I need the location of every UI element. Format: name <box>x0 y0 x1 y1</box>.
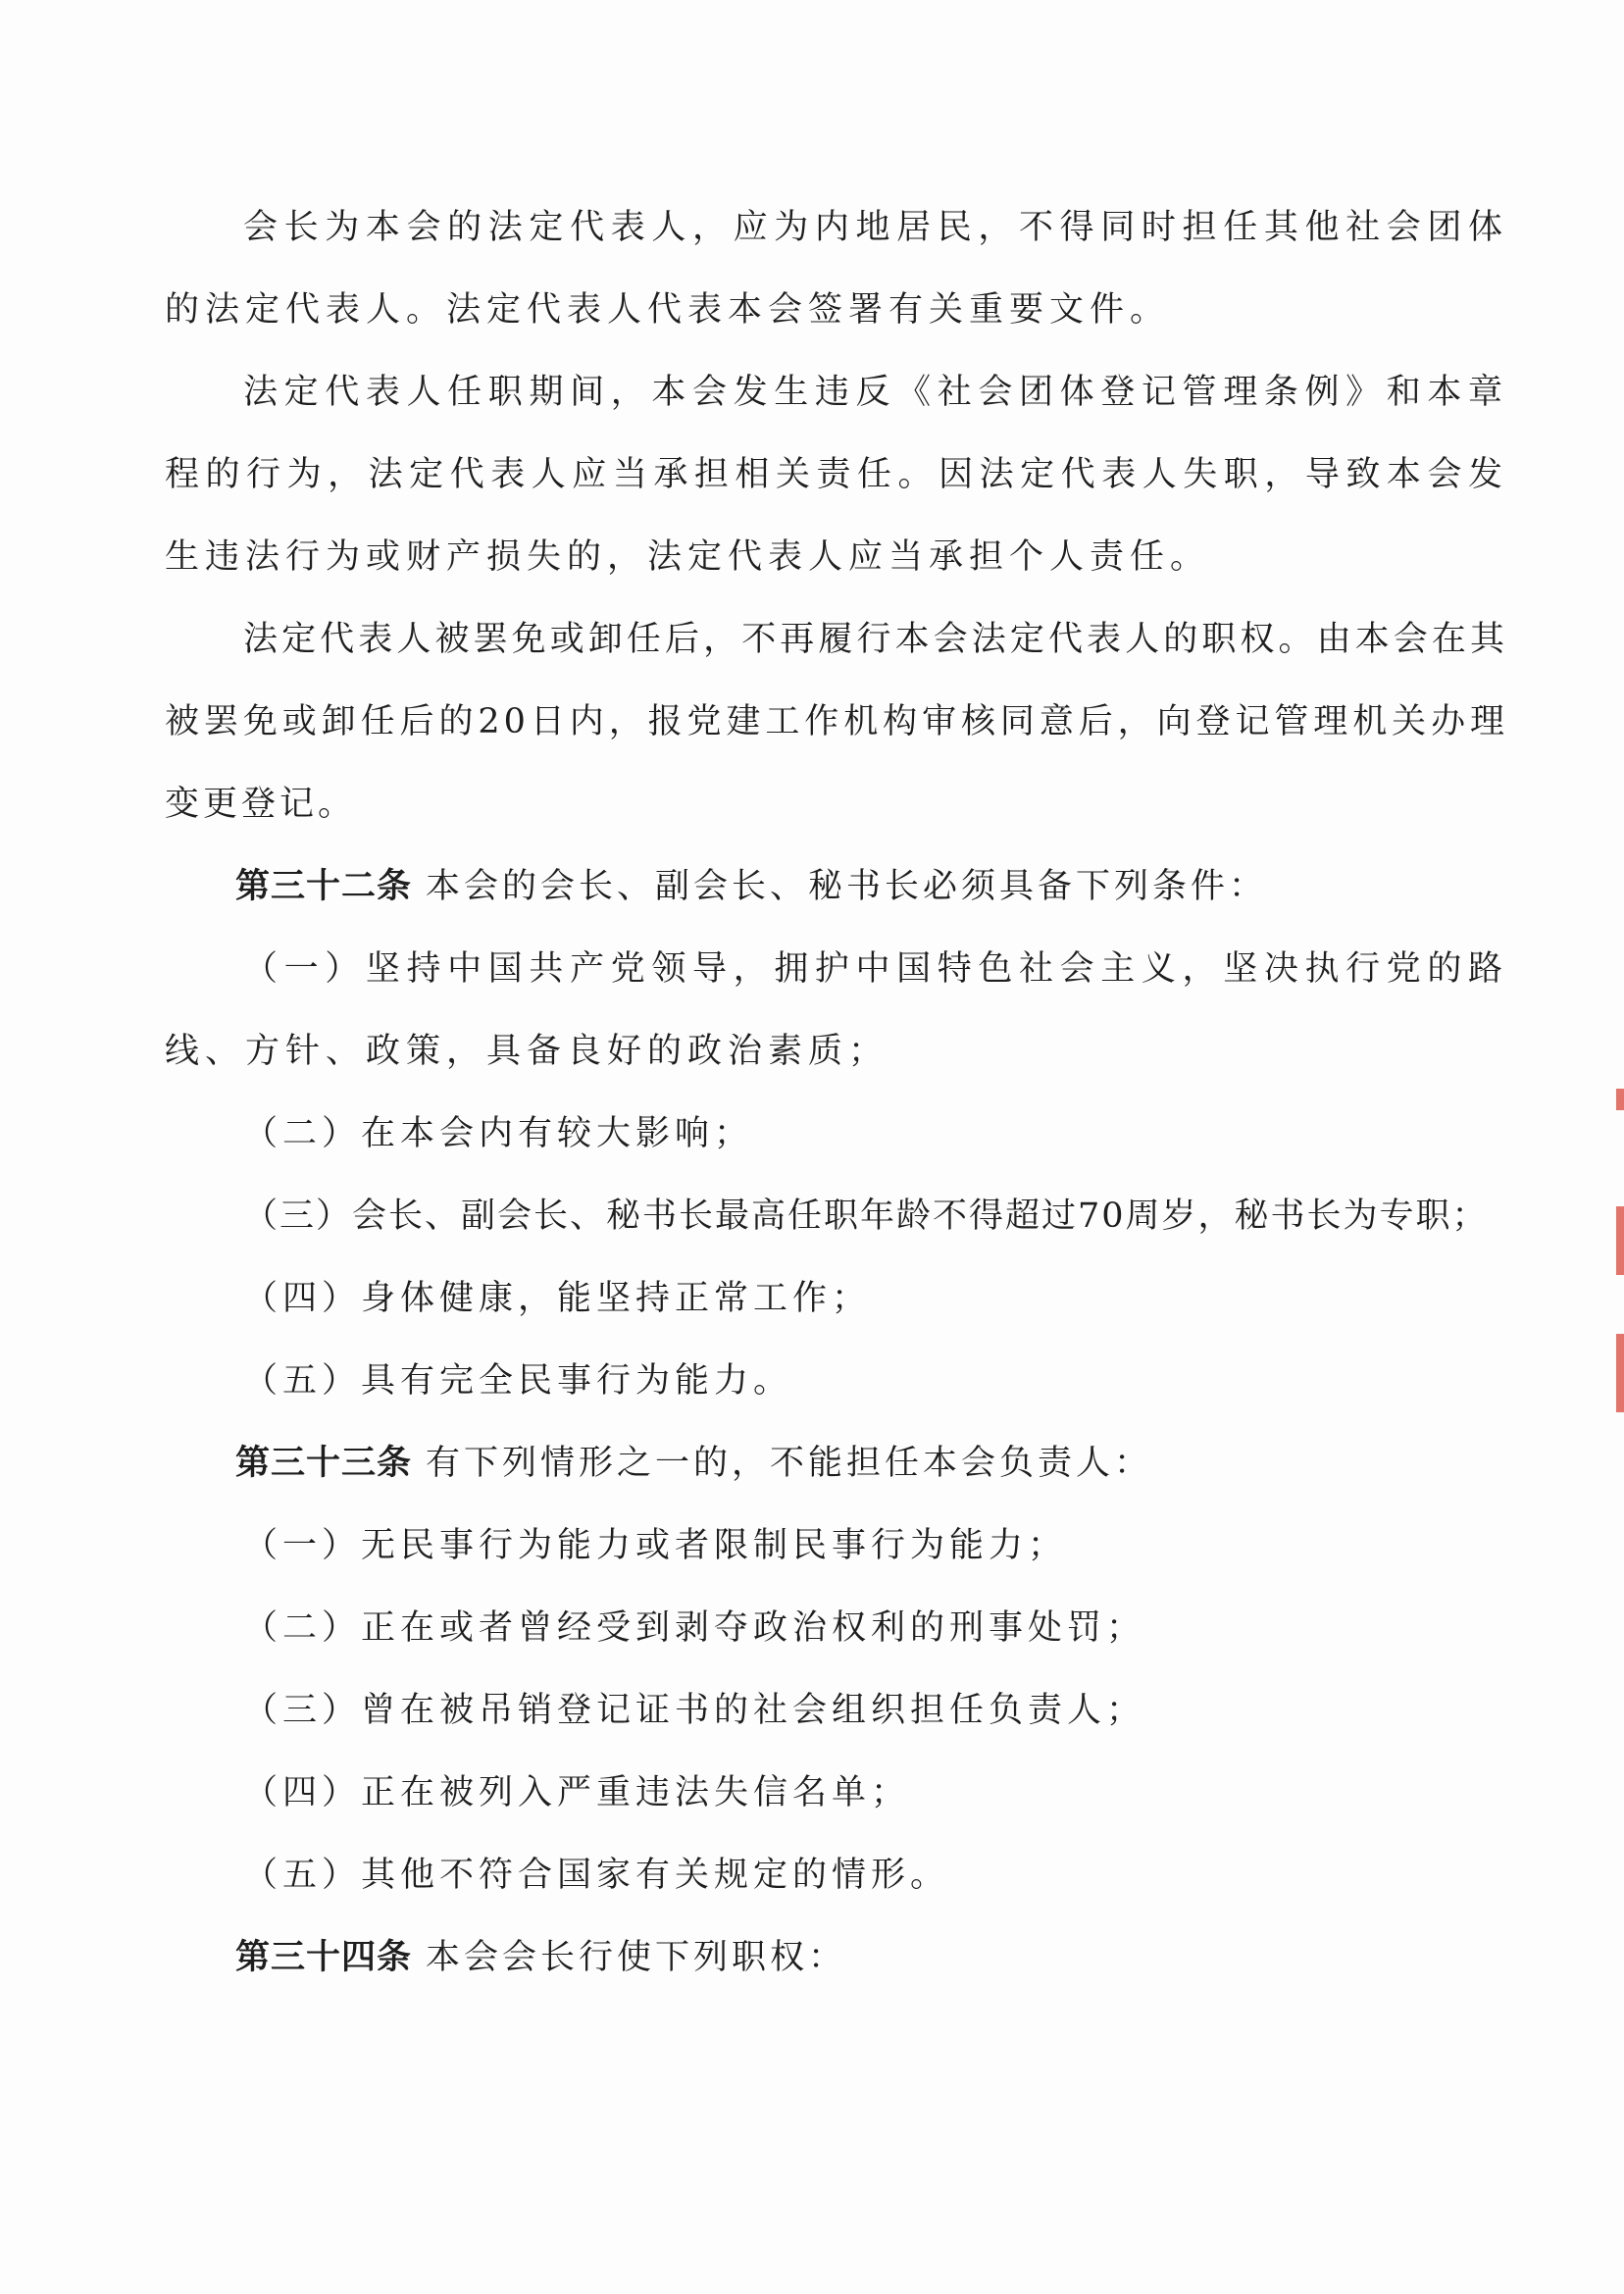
article-33-item-5: （五）其他不符合国家有关规定的情形。 <box>243 1856 950 1895</box>
seal-edge-mark <box>1616 1089 1624 1412</box>
article-32 <box>165 845 1508 928</box>
paragraph-legal-representative: 会长为本会的法定代表人，应为内地居民，不得同时担任其他社会团体的法定代表人。法定代表人代表本会签署有关重要文件。 <box>165 208 1508 330</box>
article-33-number: 第三十三条 <box>235 1444 413 1483</box>
article-33-item-2: （二）正在或者曾经受到剥夺政治权利的刑事处罚； <box>243 1608 1146 1648</box>
article-34-number: 第三十四条 <box>235 1938 413 1977</box>
article-32-text: 本会的会长、副会长、秘书长必须具备下列条件： <box>426 867 1268 906</box>
article-32-item-2: （二）在本会内有较大影响； <box>243 1114 754 1153</box>
seal-fragment-icon <box>1616 1089 1624 1110</box>
article-34 <box>165 1916 1508 1999</box>
article-33-text: 有下列情形之一的，不能担任本会负责人： <box>426 1444 1153 1483</box>
article-32-item-3: （三）会长、副会长、秘书长最高任职年龄不得超过70周岁，秘书长为专职； <box>243 1197 1489 1236</box>
seal-fragment-icon <box>1616 1206 1624 1275</box>
article-33-item-4: （四）正在被列入严重违法失信名单； <box>243 1773 911 1812</box>
article-33-item-1: （一）无民事行为能力或者限制民事行为能力； <box>243 1526 1068 1565</box>
seal-fragment-icon <box>1616 1334 1624 1412</box>
article-33-item-3: （三）曾在被吊销登记证书的社会组织担任负责人； <box>243 1691 1146 1730</box>
article-32-number: 第三十二条 <box>235 867 413 906</box>
document-body <box>165 186 1508 1999</box>
article-34-text: 本会会长行使下列职权： <box>426 1938 847 1977</box>
article-32-item-1: （一）坚持中国共产党领导，拥护中国特色社会主义，坚决执行党的路线、方针、政策，具备良好的政治素质； <box>165 949 1508 1071</box>
paragraph-representative-removal: 法定代表人被罢免或卸任后，不再履行本会法定代表人的职权。由本会在其被罢免或卸任后的20日内，报党建工作机构审核同意后，向登记管理机关办理变更登记。 <box>165 620 1508 824</box>
article-32-item-5: （五）具有完全民事行为能力。 <box>243 1361 793 1401</box>
article-32-item-4: （四）身体健康，能坚持正常工作； <box>243 1279 872 1318</box>
paragraph-representative-liability: 法定代表人任职期间，本会发生违反《社会团体登记管理条例》和本章程的行为，法定代表人应当承担相关责任。因法定代表人失职，导致本会发生违法行为或财产损失的，法定代表人应当承担个人责任。 <box>165 373 1508 577</box>
article-33 <box>165 1422 1508 1504</box>
